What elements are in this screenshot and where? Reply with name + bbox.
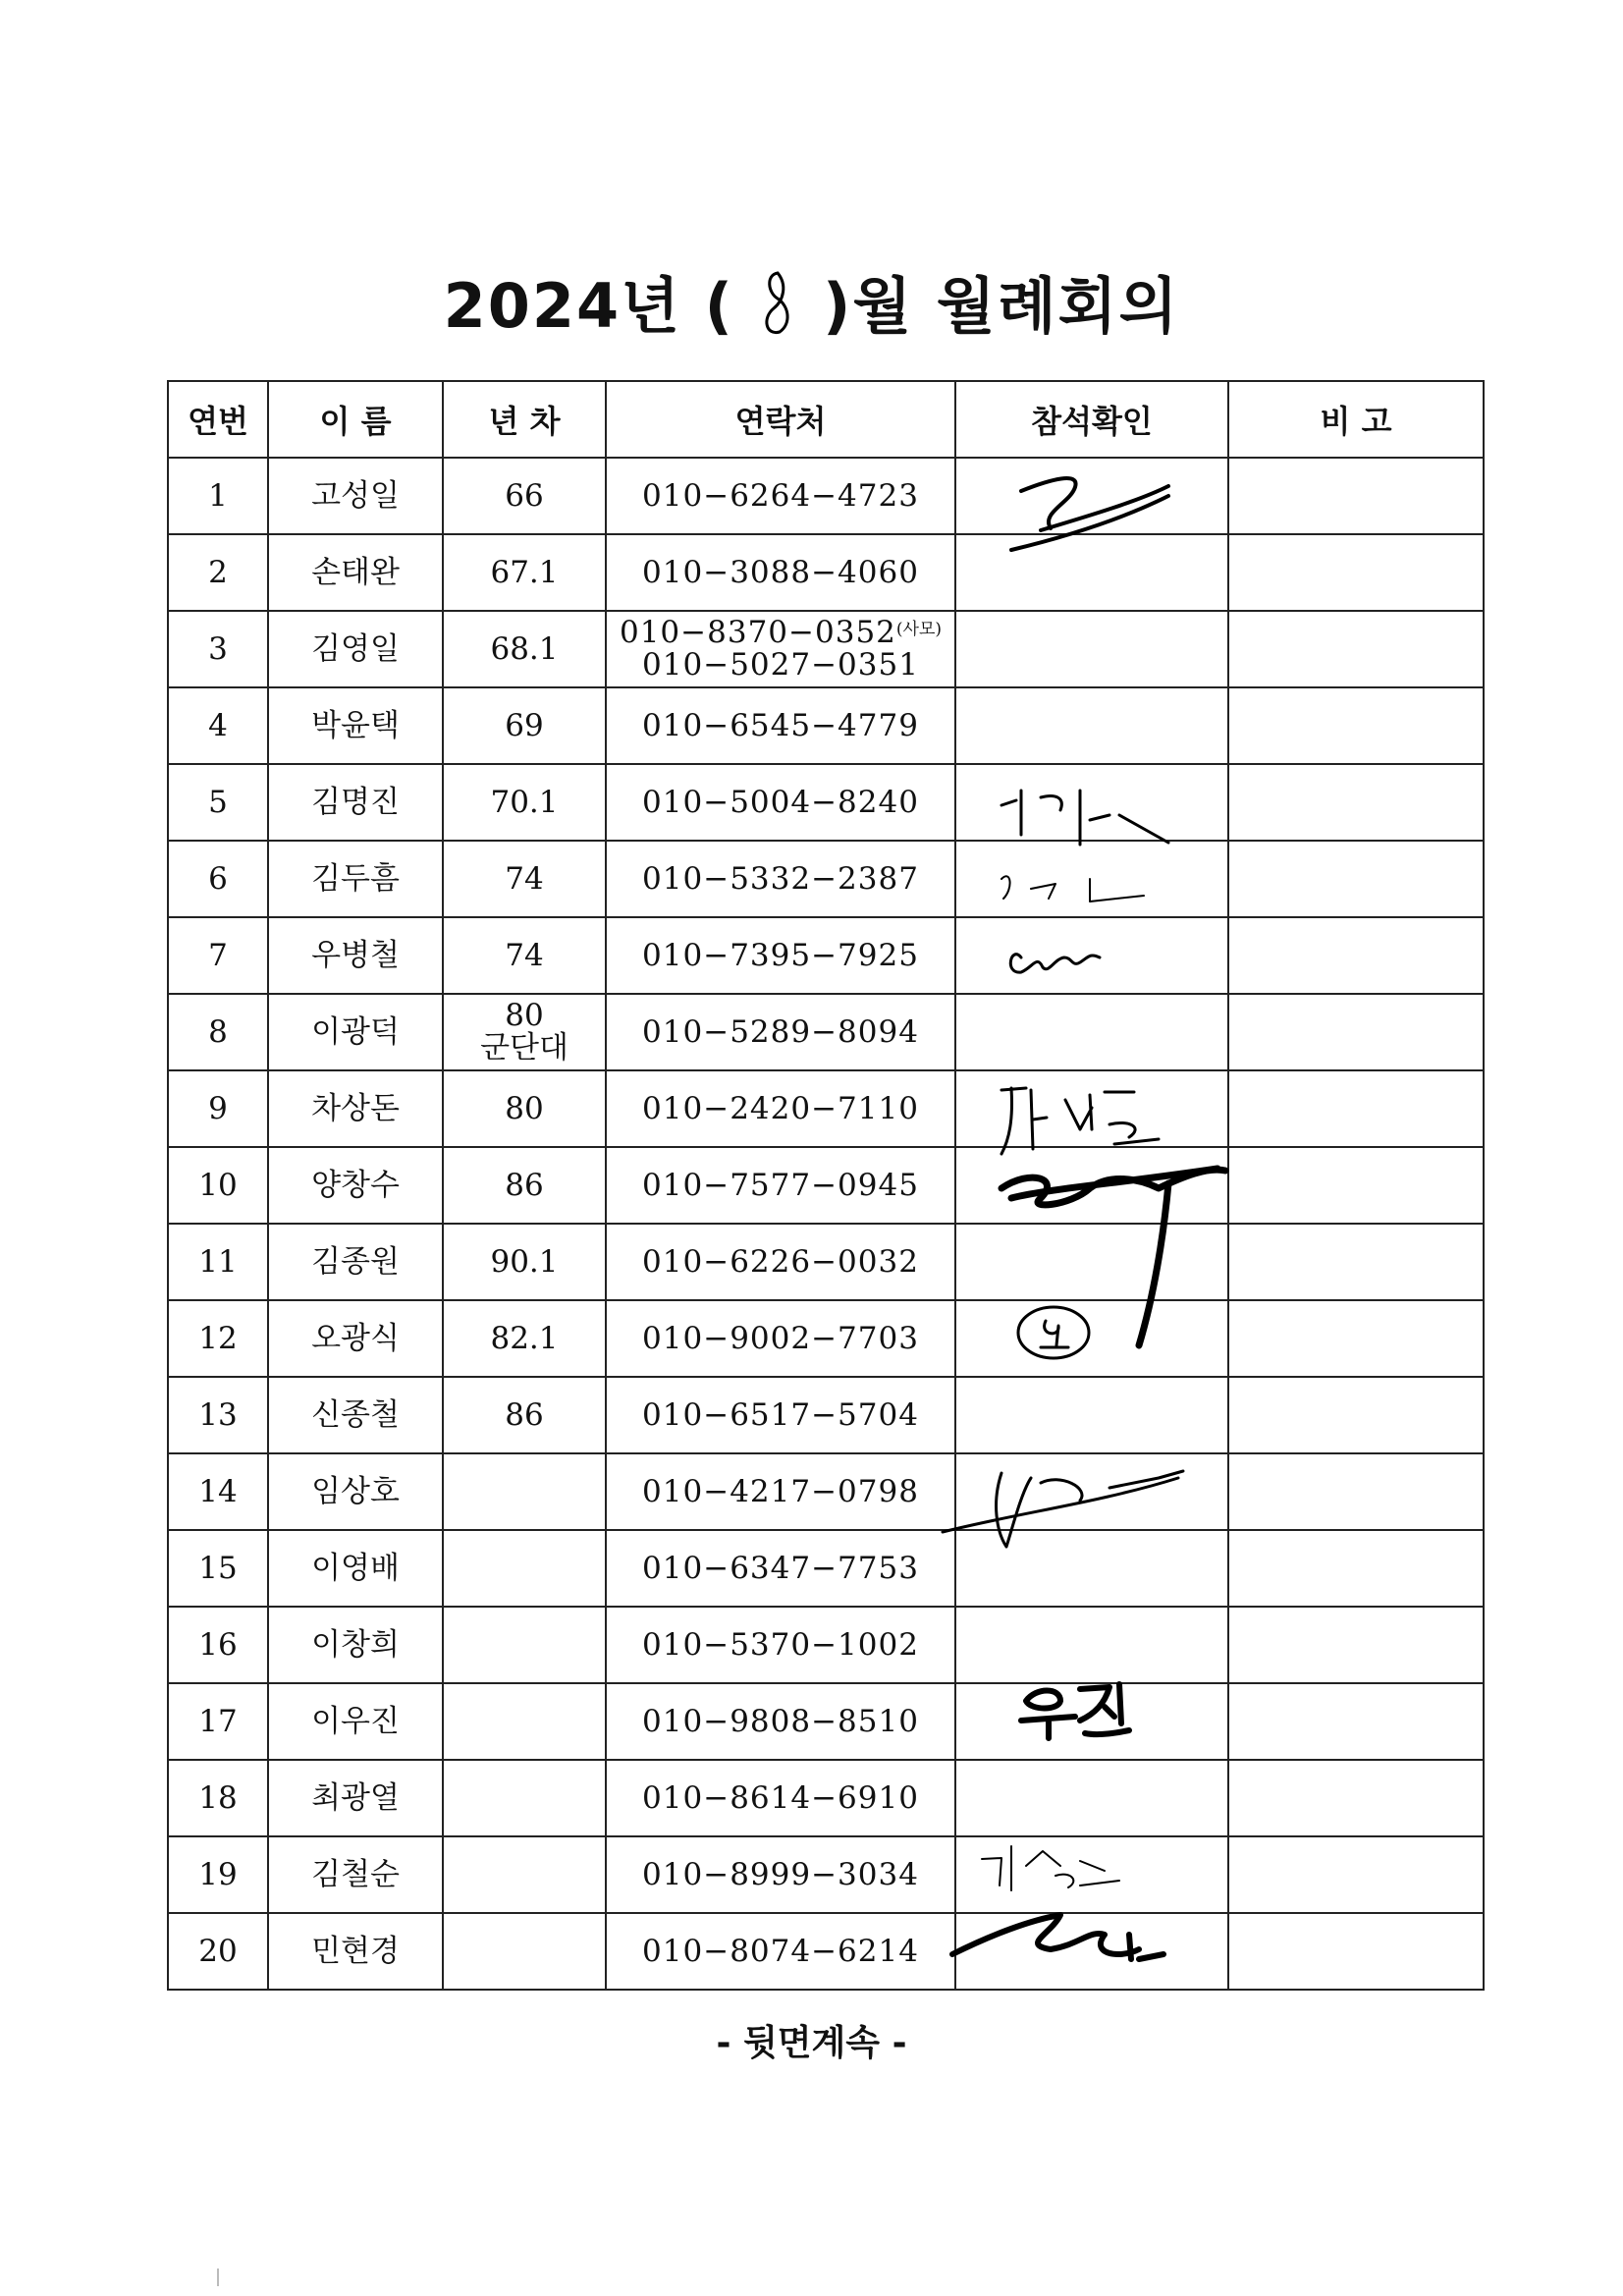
member-year: 82.1 [490,1320,559,1356]
contact-cell [606,1070,955,1147]
attendance-signature-cell [955,841,1228,917]
phone-number: 010−6264−4723 [642,477,919,514]
member-year: 74 [505,860,544,897]
year-cell [443,1836,606,1913]
table-row [168,1913,1484,1990]
year-cell [443,1530,606,1607]
member-year: 67.1 [490,554,559,590]
member-year: 90.1 [490,1243,559,1280]
remarks-cell [1228,1836,1484,1913]
member-name: 이광덕 [268,994,443,1070]
attendance-signature-cell [955,1377,1228,1453]
attendance-signature-cell [955,1300,1228,1377]
contact-cell [606,611,955,687]
phone-number: 010−9808−8510 [642,1703,919,1739]
member-name: 김종원 [268,1224,443,1300]
member-year: 68.1 [490,630,559,667]
member-name: 김영일 [268,611,443,687]
header-name: 이 름 [268,381,443,458]
year-cell [443,534,606,611]
phone-number: 010−5370−1002 [642,1626,919,1663]
row-number: 1 [168,458,268,534]
table-row [168,1224,1484,1300]
member-year-note: 군단대 [480,1030,568,1066]
phone-number: 010−9002−7703 [642,1320,919,1356]
remarks-cell [1228,994,1484,1070]
contact-cell [606,1530,955,1607]
attendance-signature-cell [955,534,1228,611]
remarks-cell [1228,841,1484,917]
header-year: 년 차 [443,381,606,458]
row-number: 4 [168,687,268,764]
remarks-cell [1228,1377,1484,1453]
header-num: 연번 [168,381,268,458]
table-row [168,1760,1484,1836]
contact-cell [606,1224,955,1300]
attendance-signature-cell [955,1530,1228,1607]
row-number: 2 [168,534,268,611]
remarks-cell [1228,764,1484,841]
contact-cell [606,1147,955,1224]
row-number: 10 [168,1147,268,1224]
contact-cell [606,1760,955,1836]
row-number: 19 [168,1836,268,1913]
remarks-cell [1228,458,1484,534]
year-cell [443,1913,606,1990]
attendance-signature-cell [955,1607,1228,1683]
member-name: 이영배 [268,1530,443,1607]
year-cell [443,1607,606,1683]
remarks-cell [1228,1070,1484,1147]
table-row [168,611,1484,687]
contact-cell [606,1913,955,1990]
member-name: 민현경 [268,1913,443,1990]
remarks-cell [1228,1300,1484,1377]
member-name: 이우진 [268,1683,443,1760]
year-cell [443,458,606,534]
phone-number: 010−6545−4779 [642,707,919,743]
member-year: 86 [505,1167,544,1203]
member-name: 김명진 [268,764,443,841]
header-contact: 연락처 [606,381,955,458]
table-row [168,1683,1484,1760]
table-row [168,994,1484,1070]
year-cell [443,1453,606,1530]
year-cell [443,1300,606,1377]
member-year: 70.1 [490,784,559,820]
remarks-cell [1228,1760,1484,1836]
member-name: 박윤택 [268,687,443,764]
member-year: 69 [505,707,544,743]
row-number: 13 [168,1377,268,1453]
contact-cell [606,1453,955,1530]
year-cell [443,1147,606,1224]
attendance-signature-cell [955,917,1228,994]
year-cell [443,764,606,841]
row-number: 11 [168,1224,268,1300]
contact-cell [606,764,955,841]
phone-number: 010−2420−7110 [642,1090,919,1126]
member-name: 손태완 [268,534,443,611]
scan-mark [217,2269,219,2286]
attendance-signature-cell [955,611,1228,687]
member-year: 74 [505,937,544,973]
phone-number: 010−5289−8094 [642,1013,919,1050]
member-year: 86 [505,1396,544,1433]
table-row [168,1147,1484,1224]
phone-number: 010−8074−6214 [642,1933,919,1969]
title-prefix: 2024년 ( [443,270,734,342]
row-number: 8 [168,994,268,1070]
attendance-signature-cell [955,687,1228,764]
attendance-signature-cell [955,1070,1228,1147]
remarks-cell [1228,611,1484,687]
phone-number: 010−6517−5704 [642,1396,919,1433]
attendance-signature-cell [955,1224,1228,1300]
table-row [168,1453,1484,1530]
continued-on-back-note: - 뒷면계속 - [716,2023,907,2063]
remarks-cell [1228,1530,1484,1607]
contact-cell [606,534,955,611]
year-cell [443,611,606,687]
row-number: 18 [168,1760,268,1836]
year-cell [443,841,606,917]
member-year: 66 [505,477,544,514]
attendance-signature-cell [955,764,1228,841]
member-name: 고성일 [268,458,443,534]
contact-cell [606,1300,955,1377]
handwritten-month [734,281,823,340]
row-number: 5 [168,764,268,841]
table-row [168,687,1484,764]
attendance-signature-cell [955,1147,1228,1224]
row-number: 14 [168,1453,268,1530]
table-header-row [168,381,1484,458]
attendance-signature-cell [955,994,1228,1070]
member-name: 김두흠 [268,841,443,917]
phone-number: 010−5332−2387 [642,860,919,897]
contact-cell [606,1836,955,1913]
header-remarks: 비 고 [1228,381,1484,458]
page-title [0,257,1623,345]
header-attendance: 참석확인 [955,381,1228,458]
row-number: 20 [168,1913,268,1990]
member-name: 양창수 [268,1147,443,1224]
year-cell [443,1070,606,1147]
remarks-cell [1228,534,1484,611]
attendance-signature-cell [955,1453,1228,1530]
contact-cell [606,1607,955,1683]
attendance-signature-cell [955,1683,1228,1760]
attendance-signature-cell [955,458,1228,534]
member-name: 차상돈 [268,1070,443,1147]
phone-number: 010−8614−6910 [642,1779,919,1816]
remarks-cell [1228,1224,1484,1300]
table-row [168,1607,1484,1683]
member-name: 김철순 [268,1836,443,1913]
row-number: 17 [168,1683,268,1760]
contact-cell [606,994,955,1070]
phone-number: 010−6226−0032 [642,1243,919,1280]
remarks-cell [1228,1913,1484,1990]
contact-cell [606,1377,955,1453]
row-number: 9 [168,1070,268,1147]
phone-number: 010−7395−7925 [642,937,919,973]
year-cell [443,917,606,994]
member-name: 신종철 [268,1377,443,1453]
year-cell [443,1377,606,1453]
member-year: 80 [505,998,544,1034]
phone-number: 010−7577−0945 [642,1167,919,1203]
remarks-cell [1228,1453,1484,1530]
year-cell [443,994,606,1070]
table-row [168,841,1484,917]
table-row [168,1836,1484,1913]
contact-cell [606,687,955,764]
phone-number: 010−3088−4060 [642,554,919,590]
phone-number: 010−5004−8240 [642,784,919,820]
attendance-signature-cell [955,1913,1228,1990]
row-number: 6 [168,841,268,917]
contact-cell [606,458,955,534]
table-row [168,458,1484,534]
contact-cell [606,1683,955,1760]
row-number: 7 [168,917,268,994]
phone-number: 010−6347−7753 [642,1550,919,1586]
year-cell [443,1683,606,1760]
year-cell [443,687,606,764]
year-cell [443,1224,606,1300]
row-number: 3 [168,611,268,687]
phone-number: 010−8999−3034 [642,1856,919,1892]
remarks-cell [1228,687,1484,764]
table-row [168,764,1484,841]
remarks-cell [1228,1607,1484,1683]
row-number: 15 [168,1530,268,1607]
attendance-table [167,380,1485,1991]
table-row [168,1070,1484,1147]
attendance-signature-cell [955,1760,1228,1836]
remarks-cell [1228,917,1484,994]
phone-number-secondary: 010−5027−0351 [642,647,919,683]
attendance-signature-cell [955,1836,1228,1913]
row-number: 16 [168,1607,268,1683]
year-cell [443,1760,606,1836]
member-name: 이창희 [268,1607,443,1683]
title-suffix: )월 월례회의 [822,270,1180,342]
member-name: 최광열 [268,1760,443,1836]
member-name: 우병철 [268,917,443,994]
member-name: 임상호 [268,1453,443,1530]
contact-cell [606,917,955,994]
table-row [168,1300,1484,1377]
row-number: 12 [168,1300,268,1377]
member-name: 오광식 [268,1300,443,1377]
member-year: 80 [505,1090,544,1126]
table-row [168,917,1484,994]
phone-number: 010−8370−0352 [619,615,896,651]
table-row [168,534,1484,611]
table-row [168,1377,1484,1453]
contact-cell [606,841,955,917]
phone-note: (사모) [895,620,942,640]
table-row [168,1530,1484,1607]
remarks-cell [1228,1147,1484,1224]
remarks-cell [1228,1683,1484,1760]
phone-number: 010−4217−0798 [642,1473,919,1509]
